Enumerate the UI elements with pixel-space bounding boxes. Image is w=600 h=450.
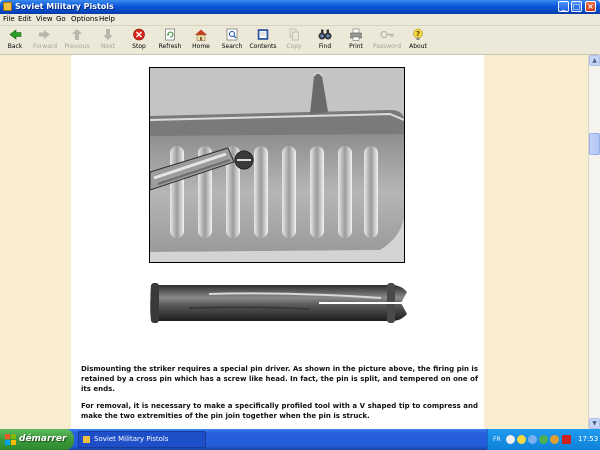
key-icon xyxy=(372,28,402,41)
clock: 17:53 xyxy=(578,435,599,443)
taskbar xyxy=(0,429,600,450)
copy-button[interactable] xyxy=(279,28,309,54)
back-label: Back xyxy=(7,43,23,50)
about-label: About xyxy=(409,43,427,50)
binoculars-icon xyxy=(310,28,340,41)
menu-file[interactable]: File xyxy=(3,15,15,23)
down-arrow-icon xyxy=(93,28,123,41)
menu-view[interactable]: View xyxy=(36,15,53,23)
mail-tray-icon[interactable] xyxy=(562,435,571,444)
search-button[interactable] xyxy=(217,28,247,54)
contents-button[interactable] xyxy=(248,28,278,54)
printer-icon xyxy=(341,28,371,41)
toolbar xyxy=(0,26,600,55)
forward-button[interactable] xyxy=(30,28,60,54)
find-label: Find xyxy=(318,43,332,50)
close-button[interactable]: × xyxy=(585,1,596,12)
paragraph-dismounting: Dismounting the striker requires a special pin driver. As shown in the picture above, the firing pin is retained by a cross pin which has a screw like head. In fact, the pin is split, and tempered on one of its ends. xyxy=(81,365,478,393)
home-icon xyxy=(186,28,216,41)
title-bar[interactable] xyxy=(0,0,600,14)
messenger-tray-icon[interactable] xyxy=(517,435,526,444)
forward-label: Forward xyxy=(32,43,58,50)
back-arrow-icon xyxy=(0,28,30,41)
about-button[interactable] xyxy=(403,28,433,54)
copy-label: Copy xyxy=(286,43,302,50)
search-label: Search xyxy=(221,43,243,50)
stop-icon xyxy=(124,28,154,41)
copy-icon xyxy=(279,28,309,41)
start-label: démarrer xyxy=(19,434,67,444)
help-tray-icon[interactable] xyxy=(506,435,515,444)
refresh-icon xyxy=(155,28,185,41)
find-button[interactable] xyxy=(310,28,340,54)
start-button[interactable] xyxy=(0,429,74,450)
task-app-icon xyxy=(83,436,90,443)
forward-arrow-icon xyxy=(30,28,60,41)
scroll-down-button[interactable]: ▼ xyxy=(589,418,600,429)
print-label: Print xyxy=(349,43,363,50)
menu-bar xyxy=(0,14,600,26)
pistol-slide-image xyxy=(150,68,404,262)
content-viewport[interactable] xyxy=(0,55,588,429)
document-page xyxy=(71,55,484,429)
svg-text:?: ? xyxy=(415,30,421,38)
pistol-slide-photo xyxy=(149,67,405,263)
up-arrow-icon xyxy=(62,28,92,41)
menu-options[interactable]: Options xyxy=(71,15,99,23)
window-title: Soviet Military Pistols xyxy=(15,2,114,11)
split-pin-photo xyxy=(149,278,409,328)
contents-label: Contents xyxy=(249,43,277,50)
volume-tray-icon[interactable] xyxy=(539,435,548,444)
taskbar-window-label: Soviet Military Pistols xyxy=(94,435,169,443)
network-tray-icon[interactable] xyxy=(528,435,537,444)
contents-book-icon xyxy=(248,28,278,41)
split-pin-image xyxy=(149,278,409,328)
system-tray xyxy=(487,429,600,450)
previous-label: Previous xyxy=(64,43,90,50)
stop-label: Stop xyxy=(132,43,146,50)
antivirus-tray-icon[interactable] xyxy=(550,435,559,444)
password-label: Password xyxy=(372,43,402,50)
refresh-label: Refresh xyxy=(158,43,182,50)
scroll-thumb[interactable] xyxy=(589,133,600,155)
taskbar-window-button[interactable] xyxy=(78,431,206,448)
password-button[interactable] xyxy=(372,28,402,54)
refresh-button[interactable] xyxy=(155,28,185,54)
question-bulb-icon xyxy=(403,28,433,41)
home-button[interactable] xyxy=(186,28,216,54)
next-button[interactable] xyxy=(93,28,123,54)
search-icon xyxy=(217,28,247,41)
scroll-up-button[interactable]: ▲ xyxy=(589,55,600,66)
paragraph-removal: For removal, it is necessary to make a specifically profiled tool with a V shaped tip to compress and make the two extremities of the pin join together when the pin is struck. xyxy=(81,402,478,420)
home-label: Home xyxy=(192,43,210,50)
previous-button[interactable] xyxy=(62,28,92,54)
maximize-button[interactable]: □ xyxy=(572,2,581,11)
app-icon xyxy=(3,2,12,11)
menu-help[interactable]: Help xyxy=(99,15,115,23)
vertical-scrollbar[interactable] xyxy=(588,55,600,429)
print-button[interactable] xyxy=(341,28,371,54)
stop-button[interactable] xyxy=(124,28,154,54)
next-label: Next xyxy=(101,43,115,50)
menu-go[interactable]: Go xyxy=(56,15,66,23)
windows-flag-icon xyxy=(5,434,16,445)
minimize-button[interactable]: _ xyxy=(558,1,569,12)
menu-edit[interactable]: Edit xyxy=(18,15,32,23)
language-indicator[interactable]: FR xyxy=(493,436,501,443)
back-button[interactable] xyxy=(0,28,30,54)
